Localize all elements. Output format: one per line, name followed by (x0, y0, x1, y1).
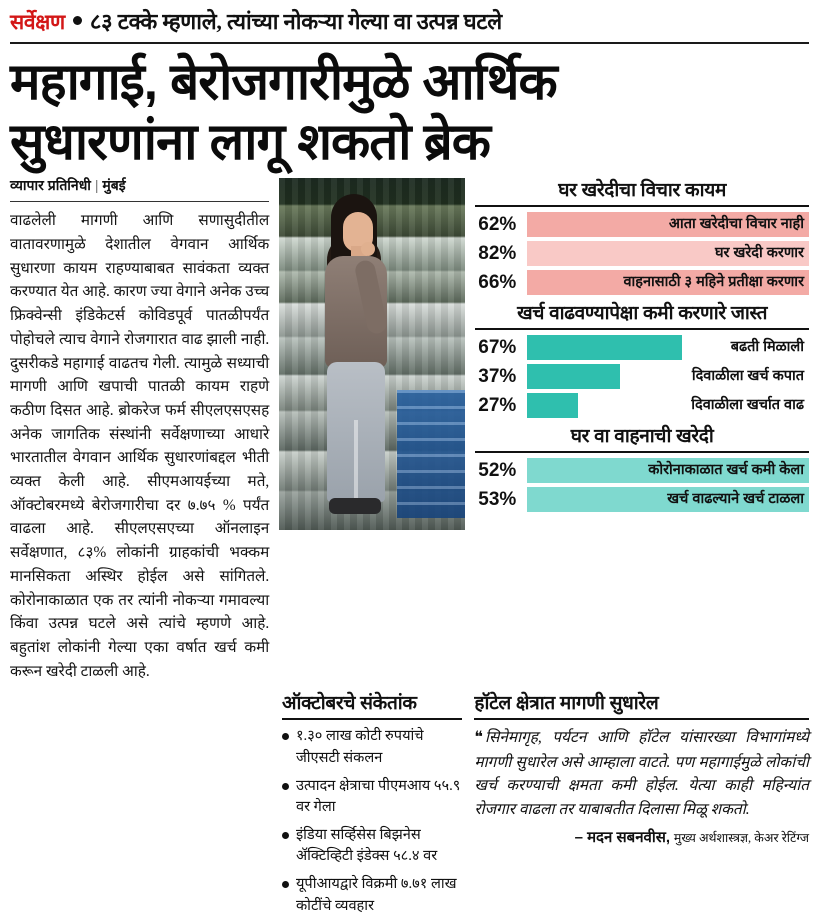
bar-row (475, 393, 809, 418)
article-body: वाढलेली मागणी आणि सणासुदीतील वातावरणामुळे देशातील वेगवान आर्थिक सुधारणा कायम राहण्याबाबत सावंकता व्यक्त करण्यात येत आहे. कारण ज्या वेगाने अनेक उच्च फ्रिक्वेन्सी इंडिकेटर्स कोविडपूर्व पातळीपर्यंत पोहोचले त्याच वेगाने रोजगारात वाढ झाली नाही. दुसरीकडे महागाई वाढतच गेली. त्यामुळे सध्याची मागणी आणि खपाची पातळी कायम राहणे कठीण दिसत आहे. ब्रोकरेज फर्म सीएलएसएसह अनेक जागतिक संस्थांनी सर्वेक्षणाच्या आधारे भारतातील वेगवान आर्थिक सुधारणांबद्दल भीती व्यक्त केली आहे. सीएमआयईच्या मते, ऑक्टोबरमध्ये बेरोजगारीचा दर ७.७५ % पर्यंत वाढला आहे. सीएलएसएच्या ऑनलाइन सर्वेक्षणात, ८३% लोकांनी ग्राहकांची भक्कम मानसिकता अस्थिर होईल असे सांगितले. कोरोनाकाळात एक तर त्यांनी नोकऱ्या गमावल्या किंवा उत्पन्न घटले असे त्यांचे म्हणणे आहे. बहुतांश लोकांनी गेल्या एका वर्षात खर्च कमी करून खरेदी टाळली आहे. (10, 212, 270, 680)
list-item: यूपीआयद्वारे विक्रमी ७.७१ लाख कोटींचे व्यवहार (282, 874, 462, 916)
hotel-title: हॉटेल क्षेत्रात मागणी सुधारेल (474, 689, 809, 720)
bar-label: वाहनासाठी ३ महिने प्रतीक्षा करणार (623, 274, 804, 291)
attribution-name: – मदन सबनवीस, (574, 828, 671, 846)
supermarket-shopper-photo (279, 178, 465, 530)
bar-row (475, 212, 809, 237)
quote-text: सिनेमागृह, पर्यटन आणि हॉटेल यांसारख्या विभागांमध्ये मागणी सुधारेल असे आम्हाला वाटते. पण महागाईमुळे लोकांची खर्च करण्याची क्षमता कमी होईल. येत्या काही महिन्यांत रोजगार वाढला तर याबाबतीत दिलासा मिळू शकतो. (474, 729, 809, 818)
byline-place: मुंबई (102, 177, 126, 194)
kicker-bar (10, 6, 809, 44)
photo-column (279, 176, 465, 683)
kicker-label: सर्वेक्षण (10, 11, 65, 34)
bar-label: दिवाळीला खर्च कपात (691, 368, 804, 385)
bar-value: 53% (478, 488, 517, 510)
bar-row (475, 487, 809, 512)
bar-row (475, 335, 809, 360)
chart-house-vehicle-purchase (475, 422, 809, 512)
bar-track (527, 270, 809, 295)
charts-column (475, 176, 809, 683)
bottom-row (10, 689, 809, 923)
bar-track (527, 393, 809, 418)
chart-title: घर वा वाहनाची खरेदी (475, 422, 809, 453)
bar-track (527, 241, 809, 266)
bar-label: दिवाळीला खर्चात वाढ (691, 397, 804, 414)
headline-line-1: महागाई, बेरोजगारीमुळे आर्थिक (10, 53, 557, 110)
bar-track (527, 335, 809, 360)
chart-spending-behaviour (475, 299, 809, 418)
bar-fill (527, 393, 578, 418)
indicators-list (282, 726, 462, 916)
kicker-text: ८३ टक्के म्हणाले, त्यांच्या नोकऱ्या गेल्या वा उत्पन्न घटले (89, 9, 502, 34)
bar-track (527, 364, 809, 389)
bar-track (527, 458, 809, 483)
bar-value: 67% (478, 336, 517, 358)
bar-row (475, 364, 809, 389)
list-item: उत्पादन क्षेत्राचा पीएमआय ५५.९ वर गेला (282, 776, 462, 818)
hotel-demand-block (474, 689, 809, 923)
list-item: इंडिया सर्व्हिसेस बिझनेस ॲक्टिव्हिटी इंडेक्स ५८.४ वर (282, 825, 462, 867)
indicators-title: ऑक्टोबरचे संकेतांक (282, 689, 462, 720)
headline-line-2: सुधारणांना लागू शकतो ब्रेक (10, 113, 490, 171)
main-content (10, 176, 809, 683)
bar-track (527, 212, 809, 237)
pull-quote (474, 726, 809, 821)
bar-value: 52% (478, 459, 517, 481)
bullet-dot-icon (73, 16, 82, 25)
chart-housing-intent (475, 176, 809, 295)
bar-label: बढती मिळाली (730, 339, 804, 356)
attribution-role: मुख्य अर्थशास्त्रज्ञ, केअर रेटिंग्ज (673, 830, 809, 845)
shopper-figure (301, 194, 411, 530)
bar-value: 37% (478, 365, 517, 387)
chart-title: खर्च वाढवण्यापेक्षा कमी करणारे जास्त (475, 299, 809, 330)
byline-separator: | (94, 177, 99, 194)
bar-track (527, 487, 809, 512)
bar-row (475, 241, 809, 266)
bar-value: 66% (478, 271, 517, 293)
bar-label: खर्च वाढल्याने खर्च टाळला (667, 491, 804, 508)
bar-value: 27% (478, 394, 517, 416)
byline-author: व्यापार प्रतिनिधी (10, 177, 91, 194)
quote-attribution (474, 827, 809, 847)
bar-value: 82% (478, 242, 517, 264)
indicators-block (282, 689, 462, 923)
article-body-continued (10, 689, 270, 923)
quote-mark-icon: ❝ (474, 729, 483, 747)
page-title (10, 52, 809, 172)
bar-row (475, 458, 809, 483)
chart-title: घर खरेदीचा विचार कायम (475, 176, 809, 207)
article-column (10, 176, 269, 683)
byline (10, 176, 269, 202)
bar-value: 62% (478, 213, 517, 235)
bar-row (475, 270, 809, 295)
bar-fill (527, 364, 620, 389)
bar-label: कोरोनाकाळात खर्च कमी केला (648, 462, 804, 479)
bar-label: आता खरेदीचा विचार नाही (668, 216, 804, 233)
list-item: १.३० लाख कोटी रुपयांचे जीएसटी संकलन (282, 726, 462, 768)
bar-label: घर खरेदी करणार (714, 245, 804, 262)
bar-fill (527, 335, 682, 360)
